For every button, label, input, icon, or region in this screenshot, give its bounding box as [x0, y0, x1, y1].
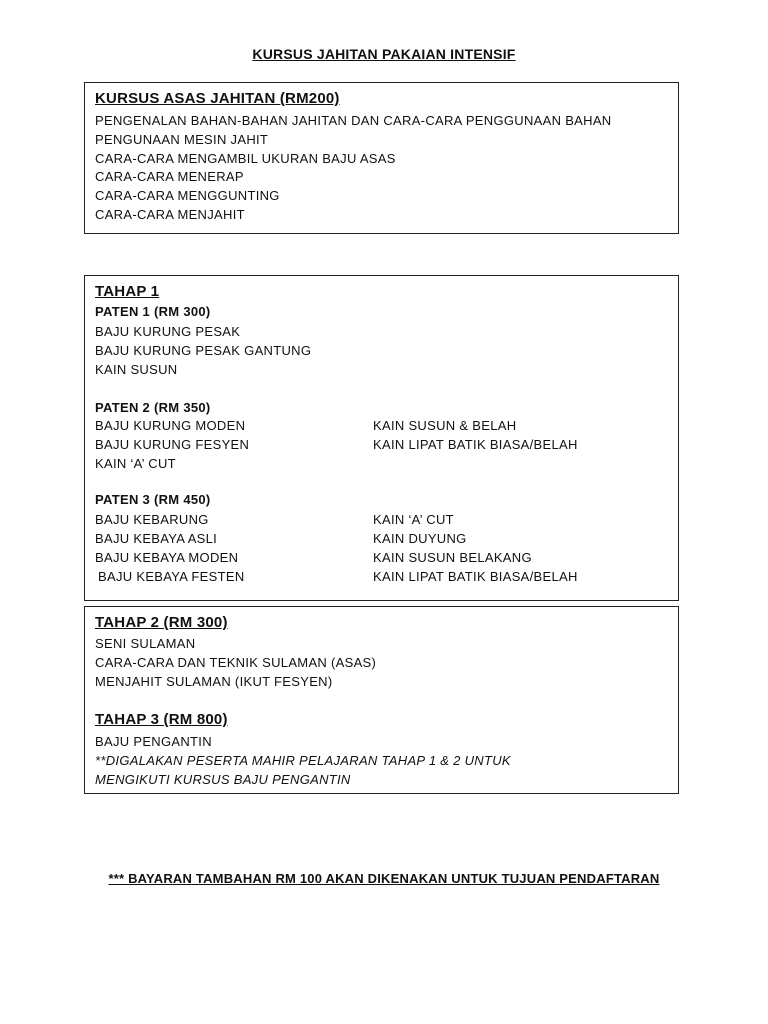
paten3-heading: PATEN 3 (RM 450)	[95, 492, 211, 507]
list-item: KAIN SUSUN	[95, 362, 178, 377]
kursus-asas-heading: KURSUS ASAS JAHITAN (RM200)	[95, 90, 340, 107]
list-item: KAIN ‘A’ CUT	[373, 512, 454, 527]
list-item: MENJAHIT SULAMAN (IKUT FESYEN)	[95, 674, 333, 689]
tahap1-box	[84, 275, 679, 601]
list-item: CARA-CARA MENJAHIT	[95, 207, 245, 222]
tahap2-heading: TAHAP 2 (RM 300)	[95, 614, 228, 631]
list-item: BAJU KEBAYA MODEN	[95, 550, 239, 565]
paten2-heading: PATEN 2 (RM 350)	[95, 400, 211, 415]
list-item: BAJU KURUNG PESAK	[95, 324, 241, 339]
list-item: BAJU KURUNG FESYEN	[95, 437, 250, 452]
list-item: BAJU KURUNG MODEN	[95, 418, 246, 433]
note-text: MENGIKUTI KURSUS BAJU PENGANTIN	[95, 772, 351, 787]
list-item: KAIN SUSUN & BELAH	[373, 418, 517, 433]
list-item: CARA-CARA MENGAMBIL UKURAN BAJU ASAS	[95, 151, 396, 166]
list-item: KAIN ‘A’ CUT	[95, 456, 176, 471]
paten1-heading: PATEN 1 (RM 300)	[95, 304, 211, 319]
registration-fee-note: *** BAYARAN TAMBAHAN RM 100 AKAN DIKENAKAN UNTUK TUJUAN PENDAFTARAN	[108, 871, 660, 886]
kursus-asas-box	[84, 82, 679, 234]
list-item: CARA-CARA MENGGUNTING	[95, 188, 280, 203]
list-item: KAIN SUSUN BELAKANG	[373, 550, 532, 565]
list-item: PENGENALAN BAHAN-BAHAN JAHITAN DAN CARA-CARA PENGGUNAAN BAHAN	[95, 113, 612, 128]
list-item: SENI SULAMAN	[95, 636, 196, 651]
list-item: BAJU KEBARUNG	[95, 512, 209, 527]
list-item: KAIN LIPAT BATIK BIASA/BELAH	[373, 569, 578, 584]
tahap1-heading: TAHAP 1	[95, 283, 160, 300]
list-item: BAJU KEBAYA FESTEN	[98, 569, 245, 584]
note-text: **DIGALAKAN PESERTA MAHIR PELAJARAN TAHAP 1 & 2 UNTUK	[95, 753, 511, 768]
list-item: BAJU KURUNG PESAK GANTUNG	[95, 343, 312, 358]
tahap2-3-box	[84, 606, 679, 794]
list-item: KAIN DUYUNG	[373, 531, 467, 546]
list-item: PENGUNAAN MESIN JAHIT	[95, 132, 269, 147]
list-item: KAIN LIPAT BATIK BIASA/BELAH	[373, 437, 578, 452]
list-item: CARA-CARA DAN TEKNIK SULAMAN (ASAS)	[95, 655, 377, 670]
tahap3-heading: TAHAP 3 (RM 800)	[95, 711, 228, 728]
list-item: BAJU KEBAYA ASLI	[95, 531, 218, 546]
document-title: KURSUS JAHITAN PAKAIAN INTENSIF	[252, 46, 516, 62]
list-item: CARA-CARA MENERAP	[95, 169, 244, 184]
list-item: BAJU PENGANTIN	[95, 734, 212, 749]
